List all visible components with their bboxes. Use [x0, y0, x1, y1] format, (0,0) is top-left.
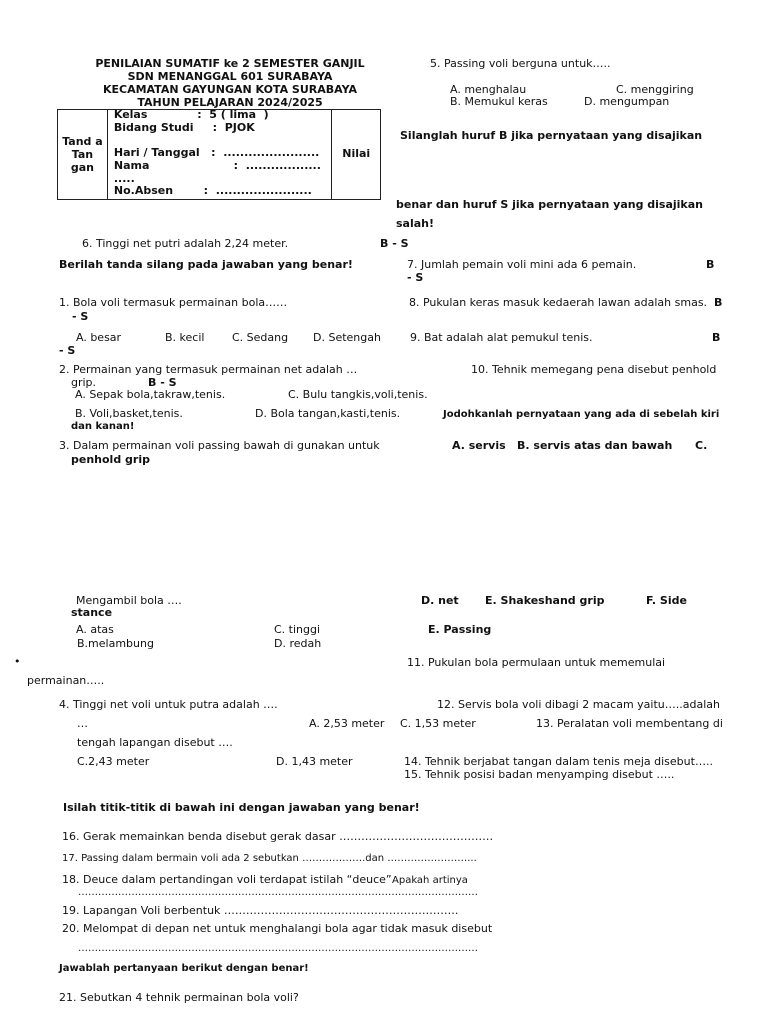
question-9: 9. Bat adalah alat pemukul tenis.	[410, 331, 593, 344]
instruction-benar-salah-2: benar dan huruf S jika pernyataan yang disajikan	[396, 198, 703, 211]
question-2-option-c: C. Bulu tangkis,voli,tenis.	[288, 388, 428, 401]
question-1-option-d: D. Setengah	[313, 331, 381, 344]
question-4: 4. Tinggi net voli untuk putra adalah ….	[59, 698, 278, 711]
question-21: 21. Sebutkan 4 tehnik permainan bola voli?	[59, 991, 299, 1004]
instruction-jodohkan-1: Jodohkanlah pernyataan yang ada di sebelah kiri	[443, 409, 720, 420]
question-2: 2. Permainan yang termasuk permainan net adalah …	[59, 363, 358, 376]
match-option-c-text: penhold grip	[71, 453, 150, 466]
question-12: 12. Servis bola voli dibagi 2 macam yaitu…..adalah	[437, 698, 720, 711]
question-3-option-b: B.melambung	[77, 637, 154, 650]
question-20-dots: …………………………………………………………………………………………………………	[78, 943, 478, 954]
bullet-mark: •	[14, 655, 21, 668]
header-line-2: SDN MENANGGAL 601 SURABAYA	[127, 70, 333, 83]
question-8-b: B	[714, 296, 723, 309]
question-2-option-b: B. Voli,basket,tenis.	[75, 407, 183, 420]
match-option-c: C.	[695, 439, 708, 452]
match-option-b: B. servis atas dan bawah	[517, 439, 673, 452]
question-10-answer-bs: B - S	[148, 376, 177, 389]
question-9-b: B	[712, 331, 721, 344]
question-8-s: - S	[72, 310, 89, 323]
instruction-benar-salah-1: Silanglah huruf B jika pernyataan yang disajikan	[400, 129, 703, 142]
question-4-option-c-2: C.2,43 meter	[77, 755, 150, 768]
question-4-dots: …	[77, 717, 88, 730]
question-2-option-a: A. Sepak bola,takraw,tenis.	[75, 388, 226, 401]
match-option-a: A. servis	[452, 439, 506, 452]
question-11: 11. Pukulan bola permulaan untuk mememulai	[407, 656, 666, 669]
question-18: 18. Deuce dalam pertandingan voli terdapat istilah “deuce”	[62, 873, 392, 886]
question-11-continuation: permainan…..	[27, 674, 105, 687]
question-3-option-d: D. redah	[274, 637, 322, 650]
question-10: 10. Tehnik memegang pena disebut penhold	[471, 363, 717, 376]
question-4-option-d: D. 1,43 meter	[276, 755, 353, 768]
question-10-grip: grip.	[71, 376, 97, 389]
question-13: 13. Peralatan voli membentang di	[536, 717, 723, 730]
question-6: 6. Tinggi net putri adalah 2,24 meter.	[82, 237, 289, 250]
nama-dots: .....	[113, 171, 135, 185]
question-4-option-a: A. 2,53 meter	[309, 717, 385, 730]
header-line-3: KECAMATAN GAYUNGAN KOTA SURABAYA	[102, 83, 358, 96]
match-option-f-text: stance	[71, 606, 113, 619]
hari-tanggal-field: Hari / Tanggal : .......................	[113, 146, 320, 160]
question-1-option-a: A. besar	[76, 331, 122, 344]
question-1: 1. Bola voli termasuk permainan bola……	[59, 296, 288, 309]
question-7-b: B	[706, 258, 715, 271]
question-5-option-a: A. menghalau	[450, 83, 527, 96]
question-3: 3. Dalam permainan voli passing bawah di gunakan untuk	[59, 439, 380, 452]
question-3-option-c: C. tinggi	[274, 623, 321, 636]
instruction-isian: Isilah titik-titik di bawah ini dengan jawaban yang benar!	[63, 801, 420, 814]
question-20: 20. Melompat di depan net untuk menghalangi bola agar tidak masuk disebut	[62, 922, 493, 935]
question-16: 16. Gerak memainkan benda disebut gerak dasar ……………………………………	[62, 830, 494, 843]
question-7: 7. Jumlah pemain voli mini ada 6 pemain.	[407, 258, 637, 271]
question-13-continuation: tengah lapangan disebut ….	[77, 736, 233, 749]
nilai-label: Nilai	[342, 147, 371, 161]
question-14: 14. Tehnik berjabat tangan dalam tenis meja disebut…..	[404, 755, 713, 768]
match-option-d: D. net	[421, 594, 459, 607]
question-5: 5. Passing voli berguna untuk…..	[430, 57, 611, 70]
question-17: 17. Passing dalam bermain voli ada 2 sebutkan ……………….dan ……………………...	[62, 853, 477, 864]
identity-box	[57, 109, 381, 200]
question-4-option-c: C. 1,53 meter	[400, 717, 476, 730]
question-8: 8. Pukulan keras masuk kedaerah lawan adalah smas.	[409, 296, 708, 309]
question-6-answer-bs: B - S	[380, 237, 409, 250]
nilai-cell	[332, 110, 381, 200]
match-option-e: E. Shakeshand grip	[485, 594, 605, 607]
nama-field: Nama : ..................	[113, 158, 321, 172]
question-3-option-a: A. atas	[76, 623, 114, 636]
tanda-tangan-cell	[58, 110, 108, 200]
bidang-studi-field: Bidang Studi : PJOK	[113, 120, 255, 134]
question-5-option-d: D. mengumpan	[584, 95, 670, 108]
identity-fields	[107, 110, 332, 200]
match-option-f: F. Side	[646, 594, 687, 607]
question-1-option-c: C. Sedang	[232, 331, 289, 344]
question-19: 19. Lapangan Voli berbentuk ……………………………………………………….	[62, 904, 459, 917]
instruction-jodohkan-2: dan kanan!	[71, 421, 135, 432]
no-absen-field: No.Absen : .......................	[113, 184, 312, 198]
instruction-silang: Berilah tanda silang pada jawaban yang benar!	[59, 258, 353, 271]
question-2-option-d: D. Bola tangan,kasti,tenis.	[255, 407, 401, 420]
question-5-option-b: B. Memukul keras	[450, 95, 548, 108]
instruction-jawab: Jawablah pertanyaan berikut dengan benar!	[59, 963, 309, 974]
question-15: 15. Tehnik posisi badan menyamping disebut …..	[404, 768, 675, 781]
header-line-1: PENILAIAN SUMATIF ke 2 SEMESTER GANJIL	[95, 57, 365, 70]
question-3-continuation: Mengambil bola ….	[76, 594, 182, 607]
instruction-benar-salah-3: salah!	[396, 217, 435, 230]
question-7-s: - S	[407, 271, 424, 284]
question-18-dots: …………………………………………………………………………………………………………	[78, 887, 478, 898]
question-1-option-b: B. kecil	[165, 331, 205, 344]
tanda-tangan-label: Tand a Tan gan	[62, 134, 103, 175]
question-9-s: - S	[59, 344, 76, 357]
question-5-option-c: C. menggiring	[616, 83, 694, 96]
match-option-e-passing: E. Passing	[428, 623, 492, 636]
header-line-4: TAHUN PELAJARAN 2024/2025	[137, 96, 323, 109]
question-18-apakah: Apakah artinya	[392, 875, 468, 886]
kelas-field: Kelas : 5 ( lima )	[113, 108, 269, 121]
